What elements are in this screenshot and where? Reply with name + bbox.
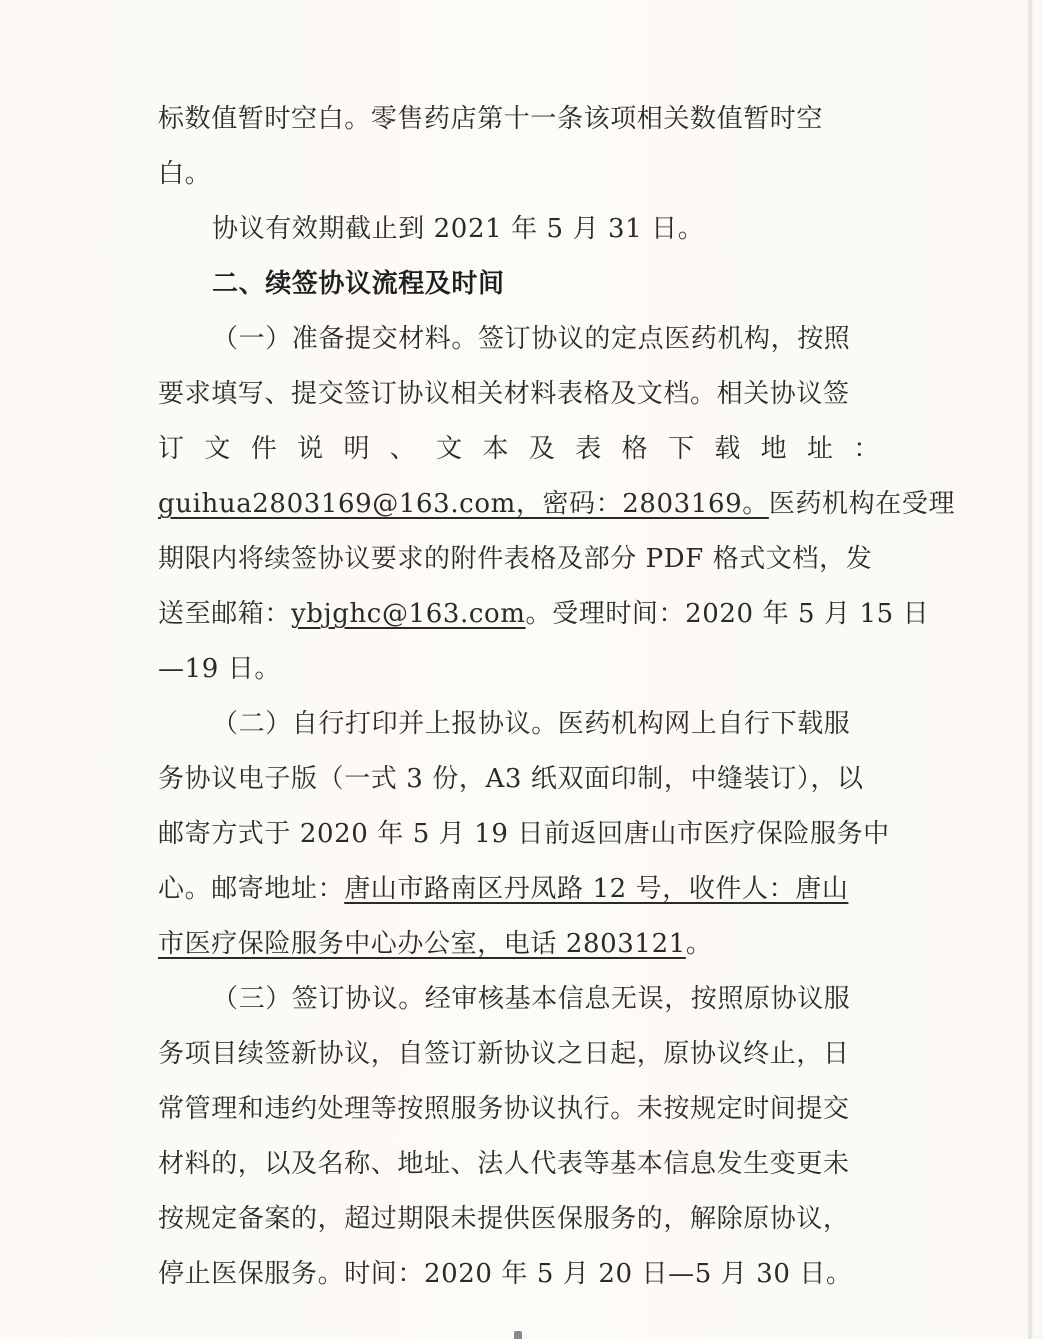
spread-char: 明 (343, 434, 371, 464)
step3-line-5: 按规定备案的，超过期限未提供医保服务的，解除原协议， (158, 1204, 850, 1234)
step2-line-5-after: 。 (685, 929, 713, 959)
spread-char: 本 (482, 434, 510, 464)
step1-line-6-after: 。受理时间：2020 年 5 月 15 日 (525, 599, 930, 629)
step2-line-5 (158, 917, 880, 972)
page-edge-shadow (1027, 0, 1033, 1339)
spread-char: 文 (204, 434, 231, 464)
spread-char: 表 (575, 434, 602, 464)
spread-char: 址 (807, 434, 834, 464)
spread-char: 说 (297, 434, 324, 464)
spread-char: 件 (250, 434, 278, 464)
step1-line-7: —19 日。 (158, 654, 281, 684)
submit-email-link[interactable]: ybjghc@163.com (291, 599, 526, 629)
step1-line-4 (158, 477, 956, 532)
spread-char: 订 (158, 434, 185, 464)
step2-line-1: （二）自行打印并上报协议。医药机构网上自行下载服 (212, 709, 851, 739)
spread-char: ： (853, 434, 880, 464)
spread-char: 载 (714, 434, 741, 464)
step3-line-1: （三）签订协议。经审核基本信息无误，按照原协议服 (212, 984, 851, 1014)
step1-line-5: 期限内将续签协议要求的附件表格及部分 PDF 格式文档，发 (158, 544, 873, 574)
step3-line-2: 务项目续签新协议，自签订新协议之日起，原协议终止，日 (158, 1039, 850, 1069)
step2-line-4 (158, 862, 880, 917)
step3-line-3: 常管理和违约处理等按照服务协议执行。未按规定时间提交 (158, 1094, 850, 1124)
spread-char: 文 (436, 434, 463, 464)
download-account-link[interactable]: guihua2803169@163.com，密码：2803169。 (158, 489, 769, 519)
step1-line-2: 要求填写、提交签订协议相关材料表格及文档。相关协议签 (158, 379, 850, 409)
page-number-mark (514, 1331, 522, 1339)
section-heading: 二、续签协议流程及时间 (212, 269, 505, 299)
recipient-underlined: 市医疗保险服务中心办公室，电话 2803121 (158, 929, 686, 959)
step2-line-4-before: 心。邮寄地址： (158, 874, 345, 904)
spread-char: 地 (760, 434, 788, 464)
validity-paragraph: 协议有效期截止到 2021 年 5 月 31 日。 (212, 214, 705, 244)
step1-line-4-rest: 医药机构在受理 (768, 489, 956, 519)
text-line-1: 标数值暂时空白。零售药店第十一条该项相关数值暂时空 (158, 104, 824, 134)
step3-line-6: 停止医保服务。时间：2020 年 5 月 20 日—5 月 30 日。 (158, 1259, 853, 1289)
step1-line-6-before: 送至邮箱： (158, 599, 292, 629)
spread-char: 及 (528, 434, 556, 464)
step2-line-2: 务协议电子版（一式 3 份，A3 纸双面印制，中缝装订），以 (158, 764, 864, 794)
mail-address-underlined: 唐山市路南区丹凤路 12 号，收件人：唐山 (344, 874, 849, 904)
text-line-2: 白。 (158, 159, 212, 189)
spread-char: 格 (621, 434, 649, 464)
document-body (158, 92, 956, 1302)
step1-line-6 (158, 587, 930, 642)
step3-line-4: 材料的，以及名称、地址、法人代表等基本信息发生变更未 (158, 1149, 850, 1179)
spread-char: 、 (389, 434, 417, 464)
step1-line-1: （一）准备提交材料。签订协议的定点医药机构，按照 (212, 324, 851, 354)
step1-line-3 (158, 422, 880, 477)
spread-char: 下 (667, 434, 695, 464)
step2-line-3: 邮寄方式于 2020 年 5 月 19 日前返回唐山市医疗保险服务中 (158, 819, 890, 849)
